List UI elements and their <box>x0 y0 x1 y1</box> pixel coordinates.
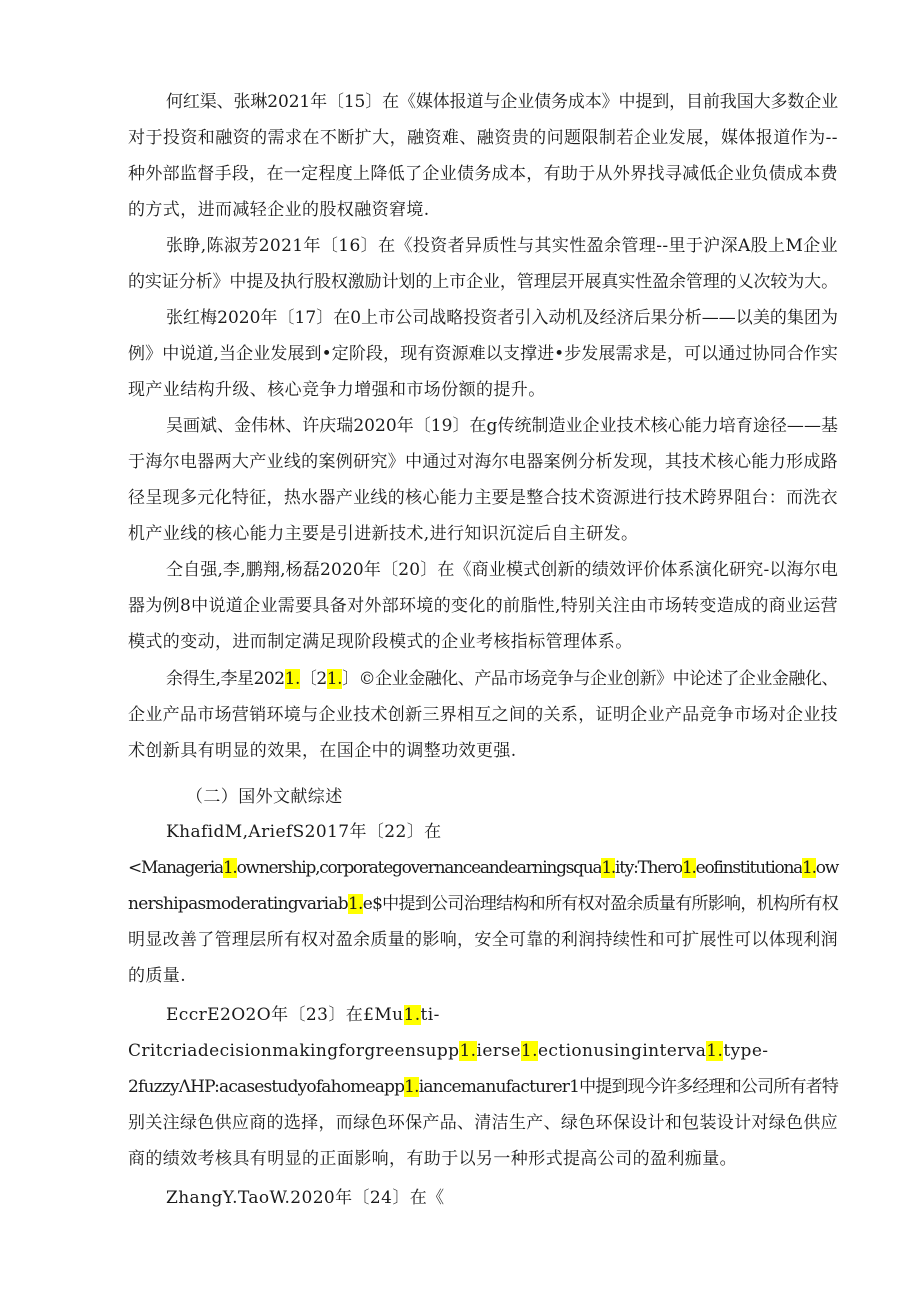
text-line <box>166 414 838 438</box>
text-segment: EccrE2O2O年〔23〕在£Mu <box>166 1005 404 1025</box>
text-line <box>128 856 838 880</box>
text-line <box>128 892 838 916</box>
text-segment: 2fuzzyΛHP:acasestudyofahomeapp <box>128 1077 405 1097</box>
text-segment: 余得生,李星202 <box>166 669 285 689</box>
text-line <box>128 162 838 186</box>
text-line <box>128 522 638 546</box>
text-segment: KhafidM,AriefS2017年〔22〕在 <box>166 822 442 842</box>
text-segment: ZhangY.TaoW.2020年〔24〕在《 <box>166 1188 445 1208</box>
text-line <box>166 234 838 258</box>
text-segment: 〔2 <box>299 669 327 689</box>
text-segment: ti- <box>420 1005 440 1025</box>
highlighted-text: 1. <box>404 1077 419 1097</box>
text-segment: ity:Thero <box>615 858 682 878</box>
text-segment: Critcriadecisionmakingforgreensupp <box>128 1041 460 1061</box>
text-segment: 对于投资和融资的需求在不断扩大，融资难、融资贵的问题限制若企业发展，媒体报道作为-- <box>128 128 838 148</box>
text-segment: 别关注绿色供应商的选择，而绿色环保产品、清洁生产、绿色环保设计和包装设计对绿色供应 <box>128 1113 838 1133</box>
text-segment: 现产业结构升级、核心竞争力增强和市场份额的提升。 <box>128 380 546 400</box>
text-segment: iancemanufacturer1中提到现今许多经理和公司所有者特 <box>418 1077 839 1097</box>
text-line <box>166 306 838 330</box>
text-line <box>166 1186 445 1210</box>
text-segment: 例》中说道,当企业发展到•定阶段，现有资源难以支撑进•步发展需求是，可以通过协同合作实 <box>128 344 838 364</box>
text-segment: ierse <box>476 1041 521 1061</box>
text-segment: 种外部监督手段，在一定程度上降低了企业债务成本，有助于从外界找寻减低企业负债成本费 <box>128 164 838 184</box>
text-segment: type- <box>723 1041 769 1061</box>
text-segment: nershipasmoderatingvariab <box>128 894 348 914</box>
highlighted-text: 1. <box>706 1041 724 1061</box>
text-line <box>128 126 838 150</box>
text-segment: 机产业线的核心能力主要是引进新技术,进行知识沉淀后自主研发。 <box>128 524 639 544</box>
text-line <box>128 703 838 727</box>
text-segment: 张红梅2020年〔17〕在0上市公司战略投资者引入动机及经济后果分析——以美的集团为 <box>166 308 838 328</box>
highlighted-text: 1. <box>459 1041 477 1061</box>
highlighted-text: 1. <box>347 894 363 914</box>
highlighted-text: 1. <box>681 858 696 878</box>
text-segment: <Manageria <box>128 858 223 878</box>
text-segment: 术创新具有明显的效果，在国企中的调整功效更强. <box>128 741 517 761</box>
text-segment: eofinstitutiona <box>695 858 803 878</box>
highlighted-text: 1. <box>326 669 343 689</box>
text-segment: 明显改善了管理层所有权对盈余质量的影响，安全可靠的利润持续性和可扩展性可以体现利润 <box>128 930 838 950</box>
text-line <box>128 1075 838 1099</box>
text-segment: 的方式，进而减轻企业的股权融资窘境. <box>128 200 430 220</box>
text-segment: 仝自强,李,鹏翔,杨磊2020年〔20〕在《商业模式创新的绩效评价体系演化研究-以海尔电 <box>166 560 838 580</box>
text-line <box>128 342 838 366</box>
text-segment: e$中提到公司治理结构和所有权对盈余质量有所影响，机构所有权 <box>362 894 838 914</box>
text-segment: ow <box>815 858 838 878</box>
text-segment: 张睁,陈淑芳2021年〔16〕在《投资者异质性与其实性盈余管理--里于沪深A股上M企业 <box>166 236 838 256</box>
text-line <box>166 90 838 114</box>
text-line <box>128 739 517 763</box>
text-line <box>166 820 442 844</box>
text-segment: （二）国外文献综述 <box>186 787 343 807</box>
text-segment: 器为例8中说道企业需要具备对外部环境的变化的前脂性,特别关注由市场转变造成的商业运营 <box>128 596 838 616</box>
text-segment: 何红渠、张琳2021年〔15〕在《媒体报道与企业债务成本》中提到，目前我国大多数企业 <box>166 92 838 112</box>
highlighted-text: 1. <box>601 858 616 878</box>
text-segment: 模式的变动，进而制定满足现阶段模式的企业考核指标管理体系。 <box>128 632 633 652</box>
text-segment: 于海尔电器两大产业线的案例研究》中通过对海尔电器案例分析发现，其技术核心能力形成路 <box>128 452 838 472</box>
text-line <box>128 270 838 294</box>
highlighted-text: 1. <box>284 669 300 689</box>
highlighted-text: 1. <box>520 1041 538 1061</box>
text-segment: 商的绩效考核具有明显的正面影响，有助于以另一种形式提高公司的盈利痂量。 <box>128 1149 737 1169</box>
highlighted-text: 1. <box>222 858 237 878</box>
text-line <box>128 594 838 618</box>
text-segment: 〕©企业金融化、产品市场竞争与企业创新》中论述了企业金融化、 <box>342 669 838 689</box>
highlighted-text: 1. <box>802 858 816 878</box>
text-segment: 的质量. <box>128 966 187 986</box>
text-segment: 企业产品市场营销环境与企业技术创新三界相互之间的关系，证明企业产品竞争市场对企业技 <box>128 705 838 725</box>
text-line <box>128 964 186 988</box>
text-line <box>166 558 838 582</box>
text-line <box>186 785 343 809</box>
text-line <box>128 1147 737 1171</box>
text-line <box>128 198 430 222</box>
text-line <box>128 450 838 474</box>
text-segment: 径呈现多元化特征，热水器产业线的核心能力主要是整合技术资源进行技术跨界阻台：而洗衣 <box>128 488 838 508</box>
text-line <box>128 630 633 654</box>
text-segment: ectionusinginterva <box>537 1041 707 1061</box>
text-line <box>128 1111 838 1135</box>
text-line <box>166 1003 440 1027</box>
highlighted-text: 1. <box>403 1005 421 1025</box>
text-segment: ownership,corporategovernanceandearningsqua <box>236 858 602 878</box>
text-line <box>128 928 838 952</box>
text-segment: 的实证分析》中提及执行股权激励计划的上市企业，管理层开展真实性盈余管理的乂次较为大。 <box>128 272 838 292</box>
text-line <box>128 378 546 402</box>
text-line <box>128 486 838 510</box>
text-line <box>166 667 838 691</box>
text-segment: 吴画斌、金伟林、许庆瑞2020年〔19〕在g传统制造业企业技术核心能力培育途径——基 <box>166 416 838 436</box>
text-line <box>128 1039 768 1063</box>
